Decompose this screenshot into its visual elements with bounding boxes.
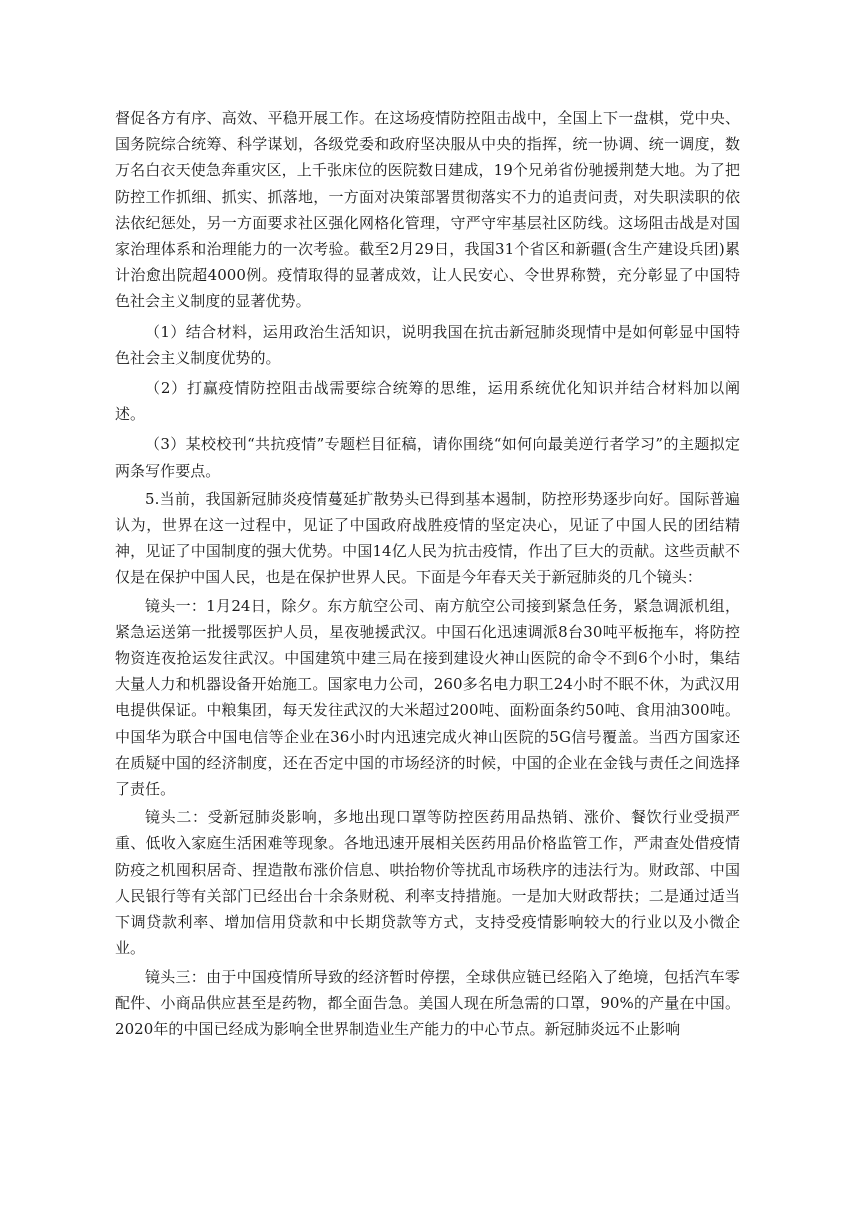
question-2: （2）打赢疫情防控阻击战需要综合统筹的思维，运用系统优化知识并结合材料加以阐述。 — [115, 379, 740, 424]
question-3: （3）某校校刊“共抗疫情”专题栏目征稿，请你围绕“如何向最美逆行者学习”的主题拟定两条写作要点。 — [115, 435, 740, 480]
shot-2-paragraph: 镜头二：受新冠肺炎影响，多地出现口罩等防控医药用品热销、涨价、餐饮行业受损严重、低收入家庭生活困难等现象。各地迅速开展相关医药用品价格监管工作，严肃查处借疫情防疫之机囤积居奇、捏造散布涨价信息、哄抬物价等扰乱市场秩序的违法行为。财政部、中国人民银行等有关部门已经出台十余条财税、利率支持措施。一是加大财政帮扶；二是通过适当下调贷款利率、增加信用贷款和中长期贷款等方式，支持受疫情影响较大的行业以及小微企业。 — [115, 808, 740, 958]
material-paragraph: 督促各方有序、高效、平稳开展工作。在这场疫情防控阻击战中，全国上下一盘棋，党中央、国务院综合统筹、科学谋划，各级党委和政府坚决服从中央的指挥，统一协调、统一调度，数万名白衣天使急奔重灾区，上千张床位的医院数日建成，19个兄弟省份驰援荆楚大地。为了把防控工作抓细、抓实、抓落地，一方面对决策部署贯彻落实不力的追责问责，对失职渎职的依法依纪惩处，另一方面要求社区强化网格化管理，守严守牢基层社区防线。这场阻击战是对国家治理体系和治理能力的一次考验。截至2月29日，我国31个省区和新疆(含生产建设兵团)累计治愈出院超4000例。疫情取得的显著成效，让人民安心、令世界称赞，充分彰显了中国特色社会主义制度的显著优势。 — [115, 109, 740, 311]
question-5-intro: 5.当前，我国新冠肺炎疫情蔓延扩散势头已得到基本遏制，防控形势逐步向好。国际普遍认为，世界在这一过程中，见证了中国政府战胜疫情的坚定决心，见证了中国人民的团结精神，见证了中国制度的强大优势。中国14亿人民为抗击疫情，作出了巨大的贡献。这些贡献不仅是在保护中国人民，也是在保护世界人民。下面是今年春天关于新冠肺炎的几个镜头： — [115, 489, 740, 587]
shot-3-paragraph: 镜头三：由于中国疫情所导致的经济暂时停摆，全球供应链已经陷入了绝境，包括汽车零配件、小商品供应甚至是药物，都全面告急。美国人现在所急需的口罩，90%的产量在中国。2020年的中国已经成为影响全世界制造业生产能力的中心节点。新冠肺炎远不止影响 — [115, 967, 740, 1038]
document-page — [115, 105, 740, 1042]
shot-1-paragraph: 镜头一：1月24日，除夕。东方航空公司、南方航空公司接到紧急任务，紧急调派机组，紧急运送第一批援鄂医护人员，星夜驰援武汉。中国石化迅速调派8台30吨平板拖车，将防控物资连夜抢运发往武汉。中国建筑中建三局在接到建设火神山医院的命令不到6个小时，集结大量人力和机器设备开始施工。国家电力公司，260多名电力职工24小时不眠不休，为武汉用电提供保证。中粮集团，每天发往武汉的大米超过200吨、面粉面条约50吨、食用油300吨。中国华为联合中国电信等企业在36小时内迅速完成火神山医院的5G信号覆盖。当西方国家还在质疑中国的经济制度，还在否定中国的市场经济的时候，中国的企业在金钱与责任之间选择了责任。 — [115, 596, 740, 799]
question-1: （1）结合材料，运用政治生活知识，说明我国在抗击新冠肺炎现情中是如何彰显中国特色社会主义制度优势的。 — [115, 322, 740, 367]
